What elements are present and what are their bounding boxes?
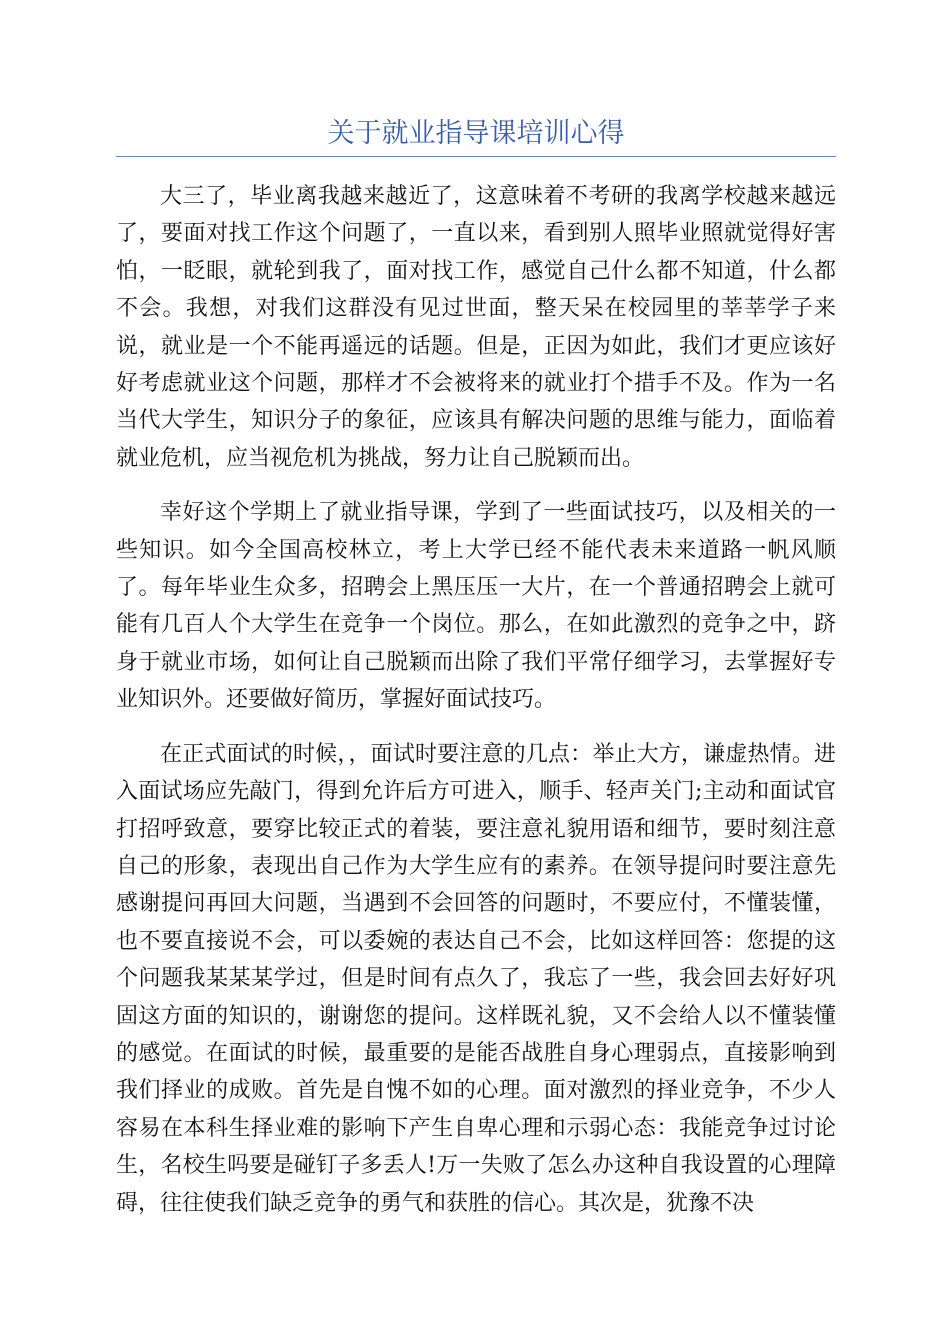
paragraph-2: 幸好这个学期上了就业指导课，学到了一些面试技巧，以及相关的一些知识。如今全国高校林立，考上大学已经不能代表未来道路一帆风顺了。每年毕业生众多，招聘会上黑压压一大片，在一个普通招聘会上就可能有几百人个大学生在竞争一个岗位。那么，在如此激烈的竞争之中，跻身于就业市场，如何让自己脱颖而出除了我们平常仔细学习，去掌握好专业知识外。还要做好简历，掌握好面试技巧。 (116, 500, 836, 713)
title-underline (116, 156, 836, 157)
paragraph-1: 大三了，毕业离我越来越近了，这意味着不考研的我离学校越来越远了，要面对找工作这个问题了，一直以来，看到别人照毕业照就觉得好害怕，一眨眼，就轮到我了，面对找工作，感觉自己什么都不知道，什么都不会。我想，对我们这群没有见过世面，整天呆在校园里的莘莘学子来说，就业是一个不能再遥远的话题。但是，正因为如此，我们才更应该好好考虑就业这个问题，那样才不会被将来的就业打个措手不及。作为一名当代大学生，知识分子的象征，应该具有解决问题的思维与能力，面临着就业危机，应当视危机为挑战，努力让自己脱颖而出。 (116, 184, 836, 471)
paragraph-3: 在正式面试的时候，，面试时要注意的几点：举止大方，谦虚热情。进入面试场应先敲门，得到允许后方可进入，顺手、轻声关门;主动和面试官打招呼致意，要穿比较正式的着装，要注意礼貌用语和细节，要时刻注意自己的形象，表现出自己作为大学生应有的素养。在领导提问时要注意先感谢提问再回大问题，当遇到不会回答的问题时，不要应付，不懂装懂，也不要直接说不会，可以委婉的表达自己不会，比如这样回答：您提的这个问题我某某某学过，但是时间有点久了，我忘了一些，我会回去好好巩固这方面的知识的，谢谢您的提问。这样既礼貌，又不会给人以不懂装懂的感觉。在面试的时候，最重要的是能否战胜自身心理弱点，直接影响到我们择业的成败。首先是自愧不如的心理。面对激烈的择业竞争，不少人容易在本科生择业难的影响下产生自卑心理和示弱心态：我能竞争过讨论生，名校生吗要是碰钉子多丢人!万一失败了怎么办这种自我设置的心理障碍，往往使我们缺乏竞争的勇气和获胜的信心。其次是，犹豫不决 (116, 741, 836, 1216)
document-body (116, 178, 836, 1239)
document-title: 关于就业指导课培训心得 (327, 118, 625, 149)
